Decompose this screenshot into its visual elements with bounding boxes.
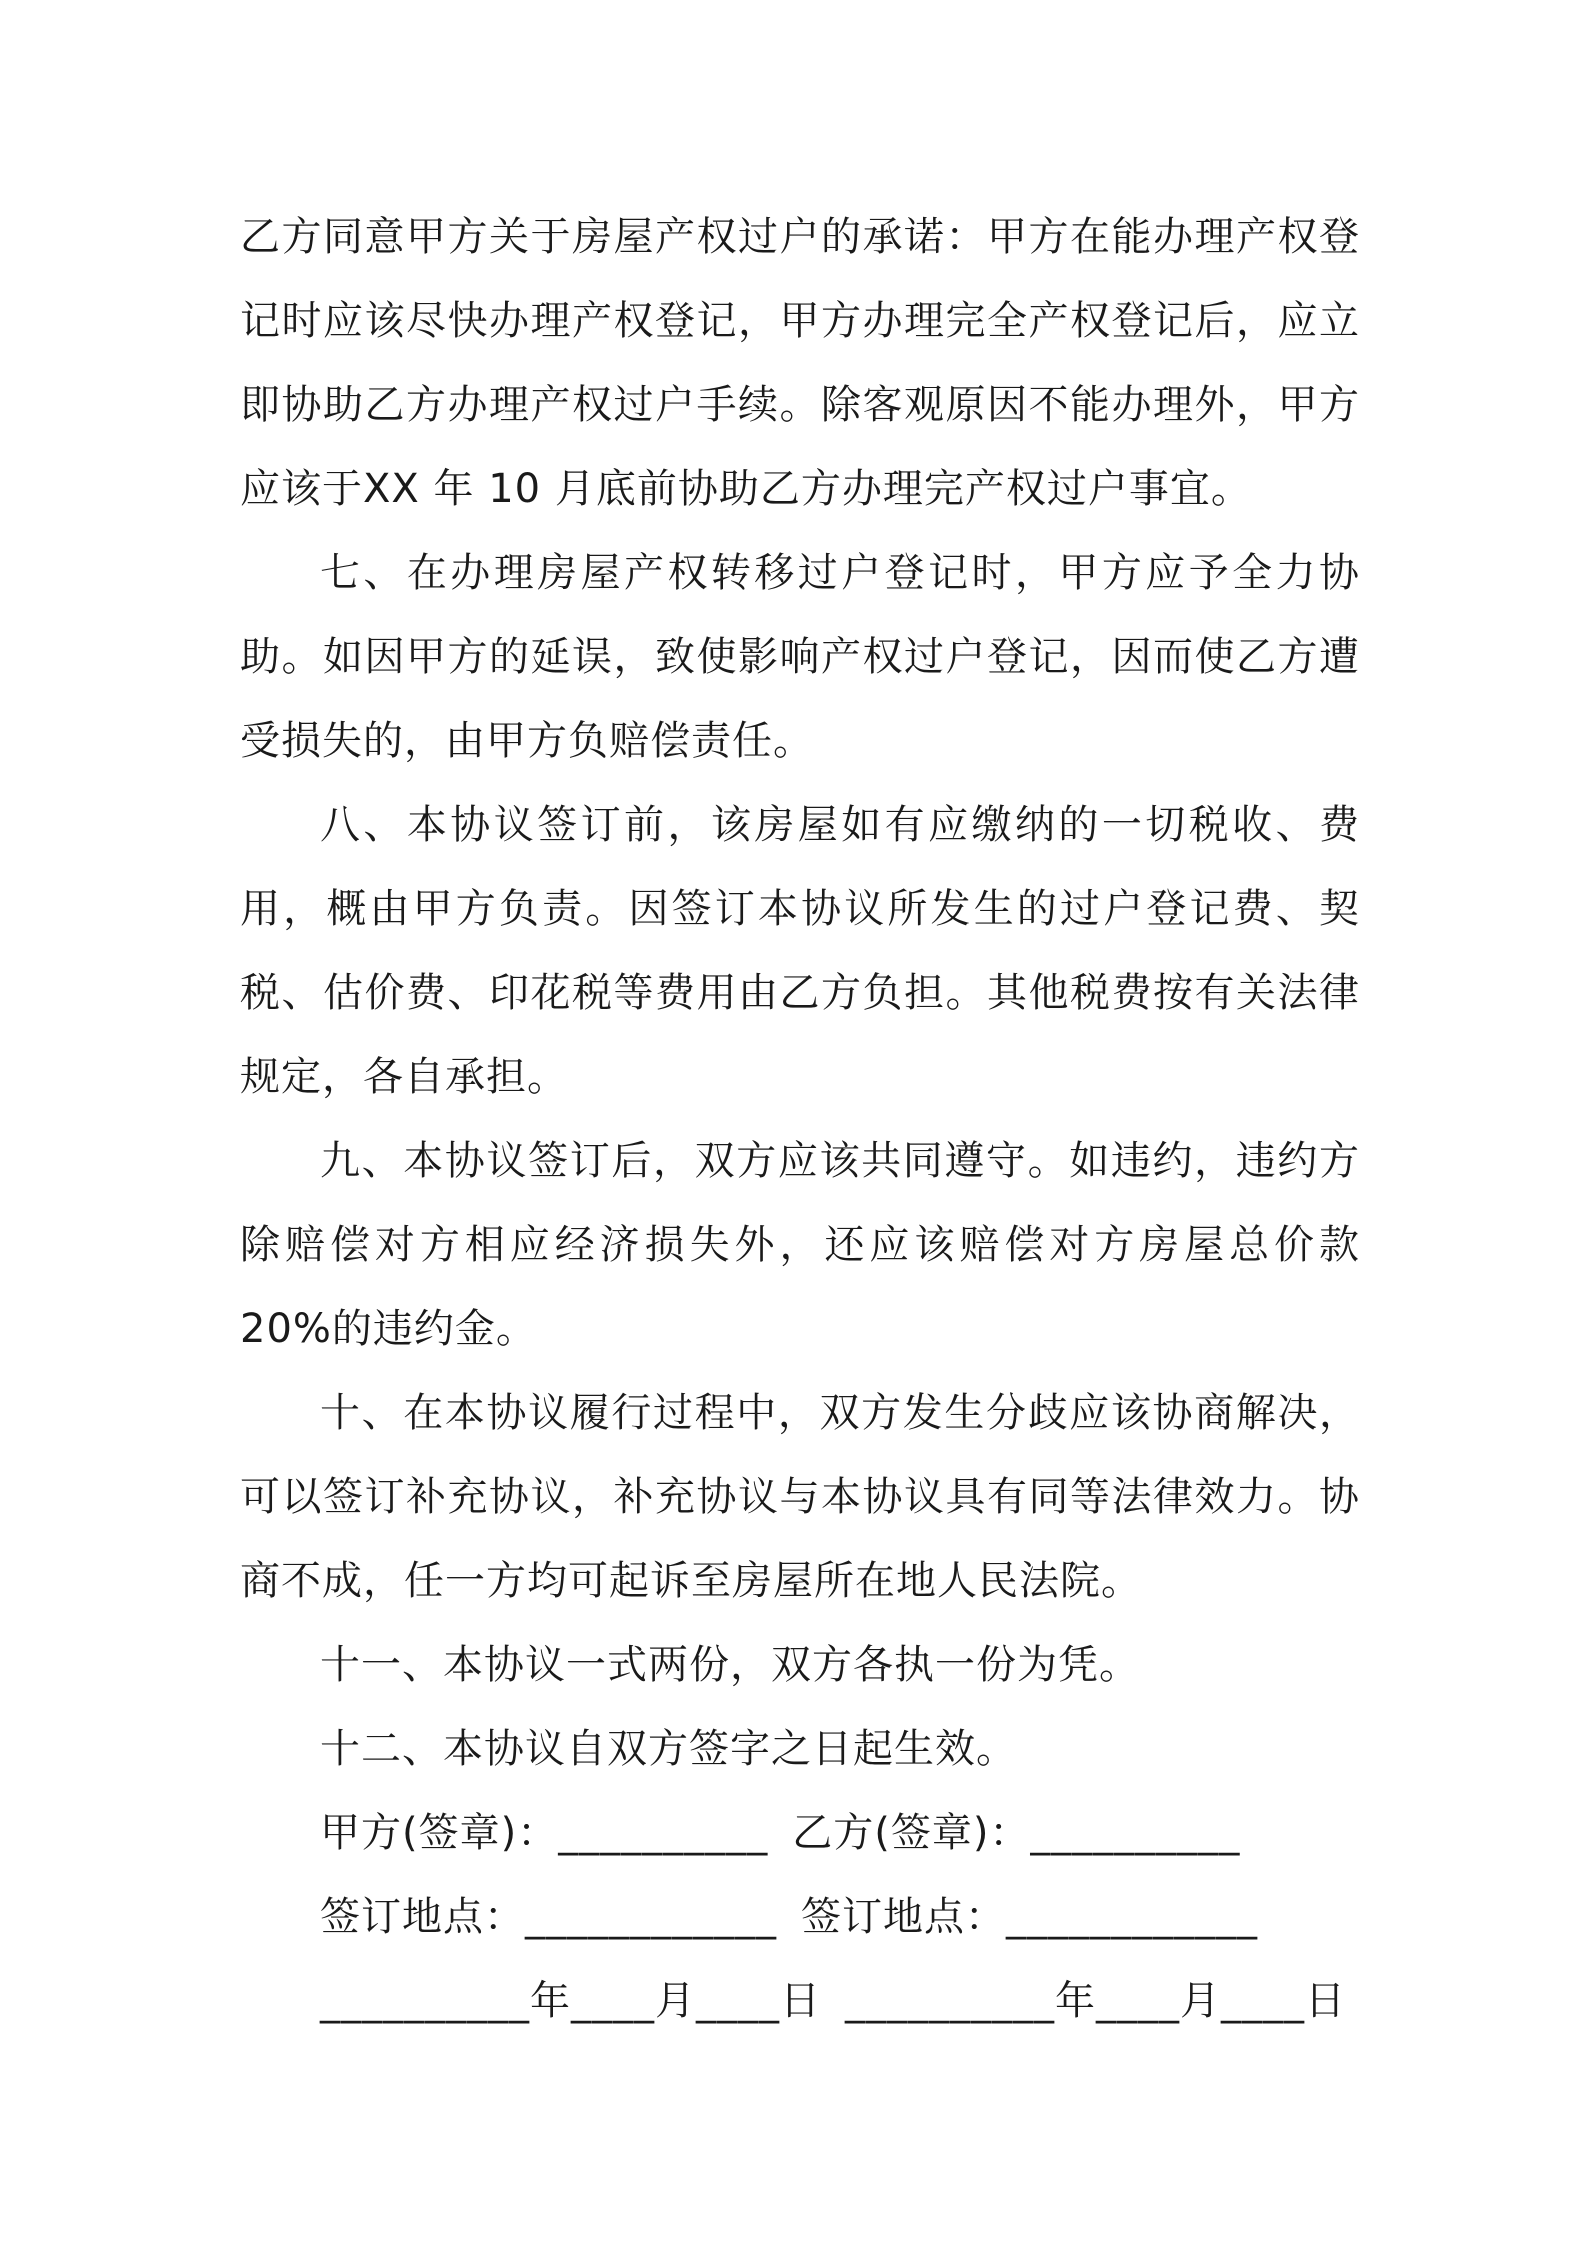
paragraph-clause-12: 十二、本协议自双方签字之日起生效。 [320, 1726, 1017, 1772]
party-b-location-field: 签订地点：____________ [801, 1894, 1258, 1940]
paragraph-clause-11: 十一、本协议一式两份，双方各执一份为凭。 [320, 1642, 1140, 1688]
signature-row-parties [320, 1791, 1360, 1875]
party-a-location-field: 签订地点：____________ [320, 1894, 777, 1940]
paragraph-clause-10: 十、在本协议履行过程中，双方发生分歧应该协商解决，可以签订补充协议，补充协议与本协议具有同等法律效力。协商不成，任一方均可起诉至房屋所在地人民法院。 [240, 1390, 1360, 1604]
party-a-date-field: __________年____月____日 [320, 1978, 821, 2024]
paragraph-clause-8: 八、本协议签订前，该房屋如有应缴纳的一切税收、费用，概由甲方负责。因签订本协议所发生的过户登记费、契税、估价费、印花税等费用由乙方负担。其他税费按有关法律规定，各自承担。 [240, 802, 1360, 1100]
document-page [240, 195, 1360, 2043]
signature-row-date [320, 1959, 1360, 2043]
party-b-signature-field: 乙方(签章)：__________ [792, 1810, 1241, 1856]
signature-block [320, 1791, 1360, 2043]
paragraph-property-transfer: 乙方同意甲方关于房屋产权过户的承诺：甲方在能办理产权登记时应该尽快办理产权登记，甲方办理完全产权登记后，应立即协助乙方办理产权过户手续。除客观原因不能办理外，甲方应该于XX 年 10 月底前协助乙方办理完产权过户事宜。 [240, 214, 1360, 512]
party-b-date-field: __________年____月____日 [845, 1978, 1346, 2024]
paragraph-clause-7: 七、在办理房屋产权转移过户登记时，甲方应予全力协助。如因甲方的延误，致使影响产权过户登记，因而使乙方遭受损失的，由甲方负赔偿责任。 [240, 550, 1360, 764]
paragraph-clause-9: 九、本协议签订后，双方应该共同遵守。如违约，违约方除赔偿对方相应经济损失外，还应该赔偿对方房屋总价款 20%的违约金。 [240, 1138, 1360, 1352]
signature-row-location [320, 1875, 1360, 1959]
party-a-signature-field: 甲方(签章)：__________ [320, 1810, 769, 1856]
